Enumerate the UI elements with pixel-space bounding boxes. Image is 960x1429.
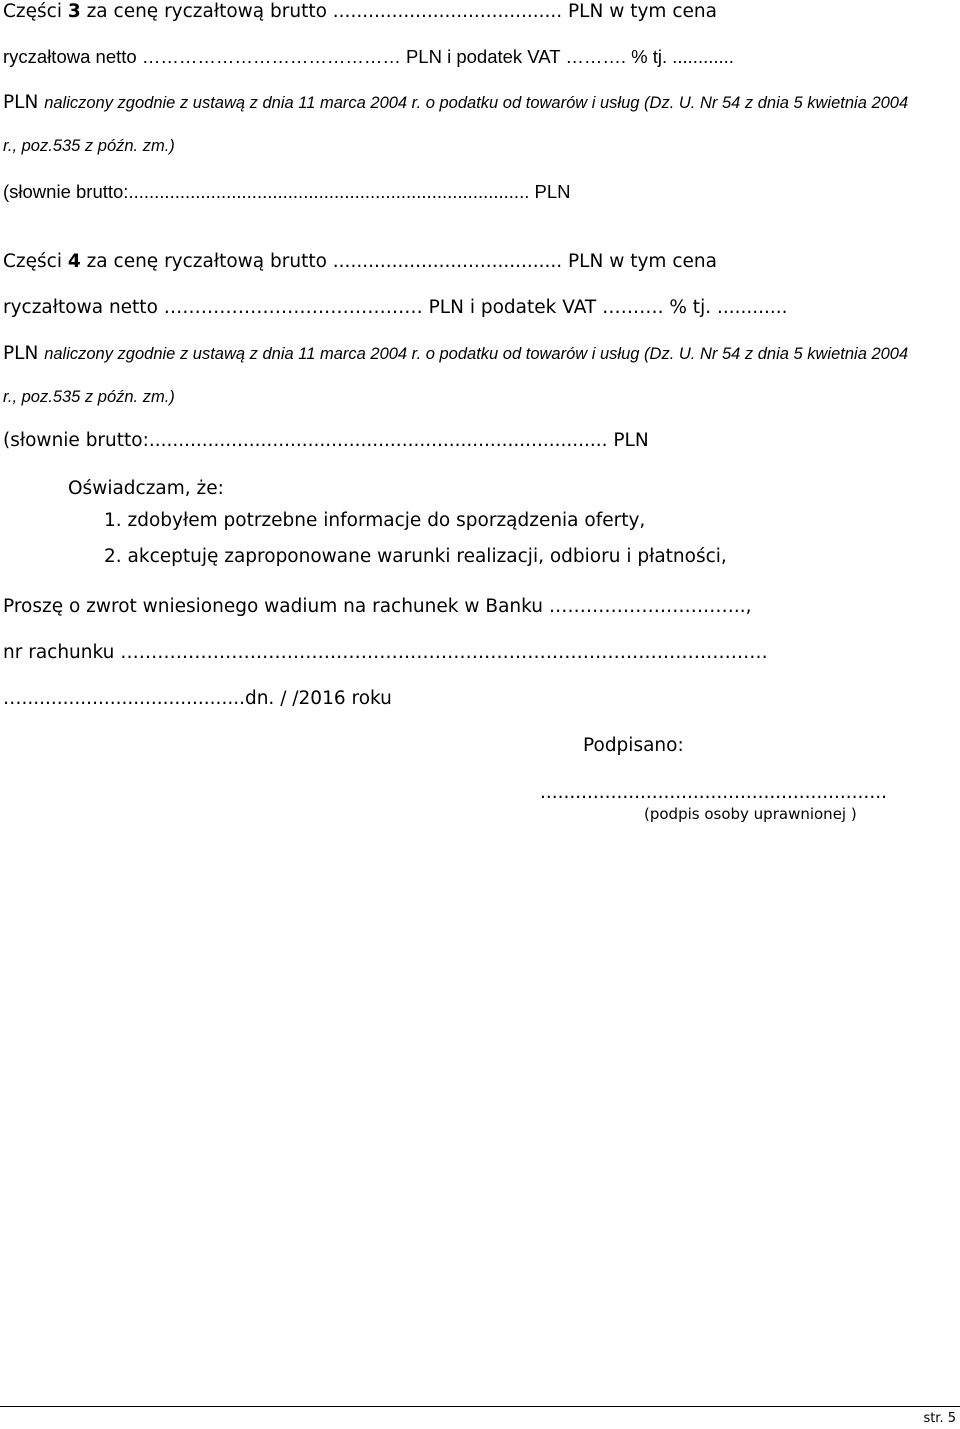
footer-divider	[0, 1406, 960, 1407]
part4-line1	[3, 251, 717, 273]
refund-bank-line: Proszę o zwrot wniesionego wadium na rachunek w Banku …………………………..,	[3, 596, 752, 617]
date-line: …......................................dn. / /2016 roku	[3, 688, 392, 709]
part-number: 4	[67, 251, 81, 272]
part-label: Części	[3, 251, 68, 272]
part4-line4: r., poz.535 z późn. zm.)	[3, 388, 175, 406]
refund-account-line: nr rachunku ……………………………………………………………………………………………	[3, 642, 768, 663]
part3-line3	[3, 92, 908, 114]
legal-basis: naliczony zgodnie z ustawą z dnia 11 marca 2004 r. o podatku od towarów i usług (Dz. U. Nr 54 z dnia 5 kwietnia 2004	[44, 345, 909, 363]
part-label: Części	[3, 1, 68, 22]
part4-line3	[3, 343, 908, 365]
currency-label: PLN	[3, 343, 45, 364]
page-number: str. 5	[923, 1411, 956, 1426]
part3-line1	[3, 1, 717, 23]
legal-basis: naliczony zgodnie z ustawą z dnia 11 marca 2004 r. o podatku od towarów i usług (Dz. U. Nr 54 z dnia 5 kwietnia 2004	[44, 94, 909, 112]
declaration-title: Oświadczam, że:	[68, 478, 224, 499]
price-gross-field: za cenę ryczałtową brutto ....................................... PLN w tym cena	[80, 251, 717, 272]
price-gross-field: za cenę ryczałtową brutto ....................................... PLN w tym cena	[80, 1, 717, 22]
currency-label: PLN	[3, 92, 45, 113]
part4-line2: ryczałtowa netto …………………………………… PLN i podatek VAT ………. % tj. ............	[3, 297, 788, 318]
declaration-item-1: 1. zdobyłem potrzebne informacje do sporządzenia oferty,	[104, 510, 646, 531]
part3-line2: ryczałtowa netto …………………………………… PLN i podatek VAT ………. % tj. ............	[3, 46, 734, 67]
signature-caption: (podpis osoby uprawnionej )	[644, 805, 857, 823]
declaration-item-2: 2. akceptuję zaproponowane warunki realizacji, odbioru i płatności,	[104, 546, 727, 567]
signature-label: Podpisano:	[583, 735, 684, 756]
signature-dots: ...........................................................	[540, 782, 887, 803]
part-number: 3	[67, 1, 81, 22]
part3-line5: (słownie brutto:.............................................................................. PLN	[3, 181, 571, 202]
part4-line5: (słownie brutto:.............................................................................. PLN	[3, 430, 649, 451]
part3-line4: r., poz.535 z późn. zm.)	[3, 137, 175, 155]
